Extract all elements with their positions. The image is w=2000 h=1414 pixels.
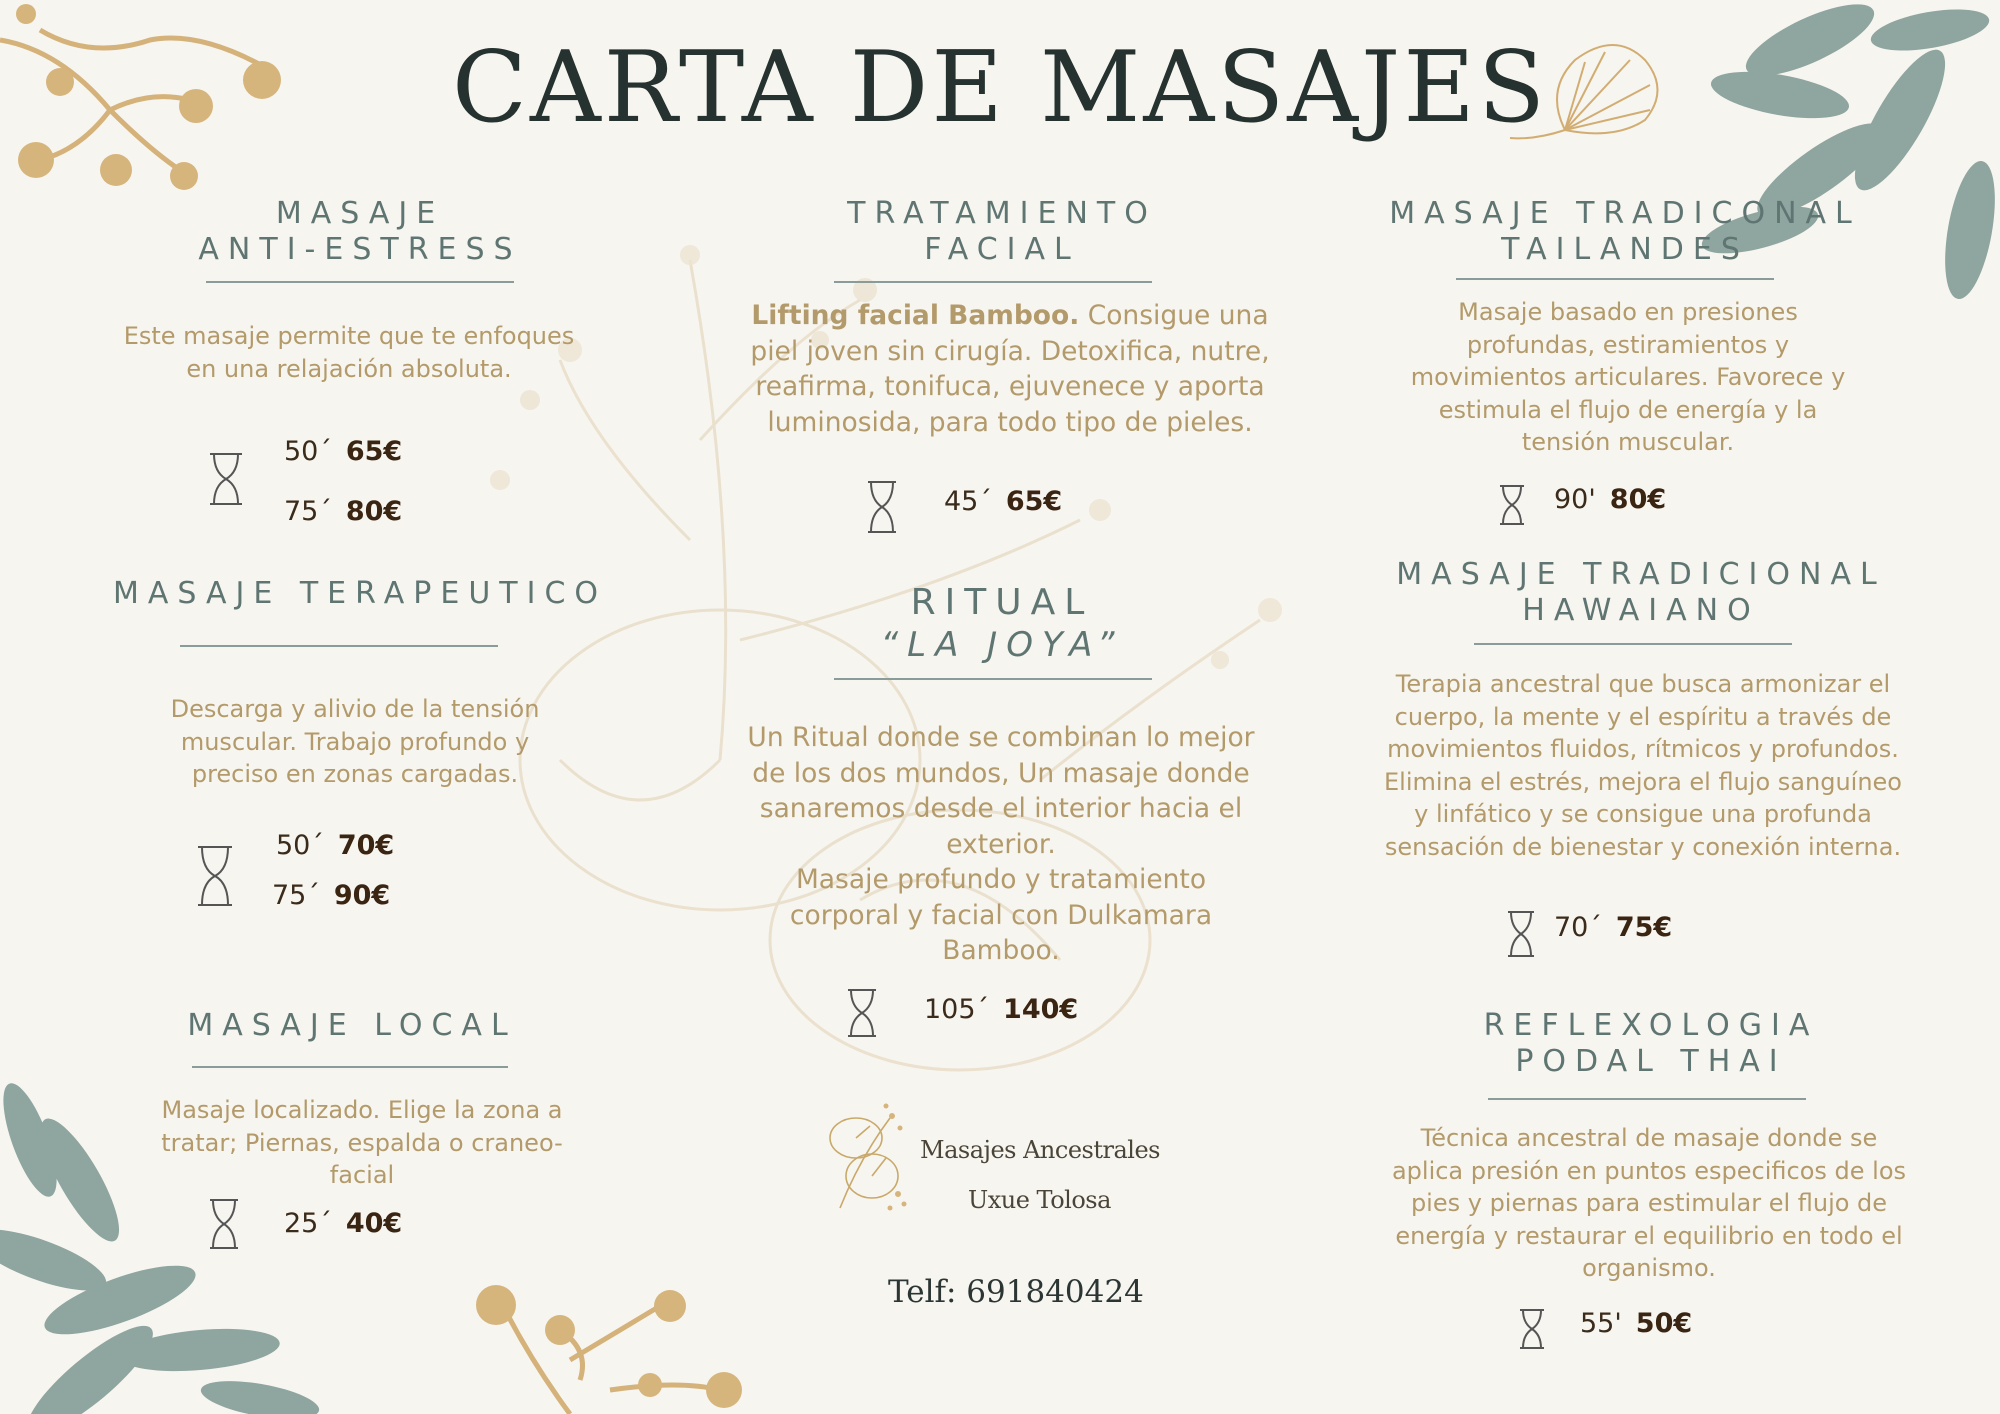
price-row (1554, 912, 1672, 943)
hourglass-icon (1498, 484, 1526, 526)
section-ritual (742, 582, 1262, 666)
price-row (1554, 484, 1666, 515)
brand-logo-icon (820, 1098, 910, 1218)
section-description: Masaje localizado. Elige la zona a tratar; Piernas, espalda o craneo-facial (161, 1096, 563, 1189)
section-title-line2: HAWAIANO (1522, 593, 1760, 628)
section-description: Descarga y alivio de la tensión muscular. Trabajo profundo y preciso en zonas cargadas. (170, 695, 540, 788)
description-text: Consigue una piel joven sin cirugía. Detoxifica, nutre, reafirma, tonifuca, ejuvenece y aporta luminosida, para todo tipo de pieles. (750, 300, 1270, 438)
section-title-line2: ANTI-ESTRESS (198, 232, 522, 267)
price-row (284, 1208, 402, 1239)
telephone-number: Telf: 691840424 (888, 1274, 1144, 1310)
duration: 50´ (284, 436, 332, 467)
duration: 55' (1580, 1308, 1622, 1339)
price-row (284, 436, 402, 467)
duration: 25´ (284, 1208, 332, 1239)
duration: 105´ (924, 994, 990, 1025)
section-facial (742, 196, 1262, 268)
section-title-line2: “LA JOYA” (880, 625, 1124, 665)
section-description (740, 298, 1280, 440)
divider (1474, 643, 1792, 645)
divider (834, 678, 1152, 680)
duration: 45´ (944, 486, 992, 517)
section-title-line2: PODAL THAI (1515, 1044, 1787, 1079)
section-terapeutico (100, 576, 620, 612)
price: 50€ (1635, 1308, 1693, 1339)
page-title: CARTA DE MASAJES (452, 31, 1548, 145)
price: 80€ (345, 496, 403, 527)
hourglass-icon (208, 452, 244, 506)
section-description: Masaje basado en presiones profundas, estiramientos y movimientos articulares. Favorece y estimula el flujo de energía y la tensión muscular. (1410, 298, 1846, 456)
section-title-line1: REFLEXOLOGIA (1483, 1008, 1819, 1043)
price: 140€ (1003, 994, 1079, 1025)
description-text-2: Masaje profundo y tratamiento corporal y facial con Dulkamara Bamboo. (789, 864, 1213, 966)
duration: 70´ (1554, 912, 1602, 943)
section-description (746, 720, 1256, 969)
section-description: Este masaje permite que te enfoques en una relajación absoluta. (123, 322, 575, 383)
price-row (1580, 1308, 1692, 1339)
section-description: Técnica ancestral de masaje donde se aplica presión en puntos especificos de los pies y piernas para estimular el flujo de energía y restaurar el equilibrio en todo el organismo. (1391, 1124, 1907, 1282)
price: 90€ (333, 880, 391, 911)
divider (1488, 1098, 1806, 1100)
price: 65€ (345, 436, 403, 467)
section-hawaiano (1376, 557, 1906, 629)
divider (834, 281, 1152, 283)
price: 70€ (337, 830, 395, 861)
brand-owner: Uxue Tolosa (968, 1186, 1111, 1214)
section-title-line1: MASAJE LOCAL (187, 1008, 517, 1043)
description-highlight: Lifting facial Bamboo. (751, 300, 1080, 331)
section-description: Terapia ancestral que busca armonizar el cuerpo, la mente y el espíritu a través de movimientos fluidos, rítmicos y profundos. Elimina el estrés, mejora el flujo sanguíneo y linfático y se consigue una profunda sensación de bienestar y conexión interna. (1384, 670, 1902, 861)
hourglass-icon (1506, 910, 1536, 958)
hourglass-icon (1518, 1308, 1546, 1350)
brand-name: Masajes Ancestrales (920, 1136, 1160, 1164)
description-text: Un Ritual donde se combinan lo mejor de los dos mundos, Un masaje donde sanaremos desde el interior hacia el exterior. (747, 722, 1255, 860)
gold-berry-branch-bottom (460, 1270, 790, 1414)
section-title-line2: TAILANDES (1501, 232, 1749, 267)
price-row (924, 994, 1078, 1025)
section-title-line1: MASAJE (275, 196, 445, 231)
price: 80€ (1609, 484, 1667, 515)
section-title-line1: RITUAL (910, 582, 1094, 623)
divider (1456, 278, 1774, 280)
price-row (944, 486, 1062, 517)
price-row (272, 880, 390, 911)
section-title-line1: MASAJE TRADICIONAL (1396, 557, 1886, 592)
section-title-line2: FACIAL (924, 232, 1080, 267)
divider (206, 281, 514, 283)
divider (192, 1066, 508, 1068)
section-tailandes (1360, 196, 1890, 268)
section-title-line1: TRATAMIENTO (847, 196, 1157, 231)
price-row (284, 496, 402, 527)
duration: 90' (1554, 484, 1596, 515)
hourglass-icon (208, 1198, 240, 1250)
price: 65€ (1005, 486, 1063, 517)
section-local (92, 1008, 612, 1044)
duration: 50´ (276, 830, 324, 861)
hourglass-icon (196, 845, 234, 907)
hourglass-icon (846, 988, 878, 1038)
price: 75€ (1615, 912, 1673, 943)
section-antiestres (100, 196, 620, 268)
price-row (276, 830, 394, 861)
section-reflexologia (1386, 1008, 1916, 1080)
hourglass-icon (866, 480, 898, 534)
duration: 75´ (272, 880, 320, 911)
price: 40€ (345, 1208, 403, 1239)
section-title-line1: MASAJE TRADICONAL (1389, 196, 1861, 231)
duration: 75´ (284, 496, 332, 527)
divider (180, 645, 498, 647)
section-title-line1: MASAJE TERAPEUTICO (112, 576, 608, 611)
